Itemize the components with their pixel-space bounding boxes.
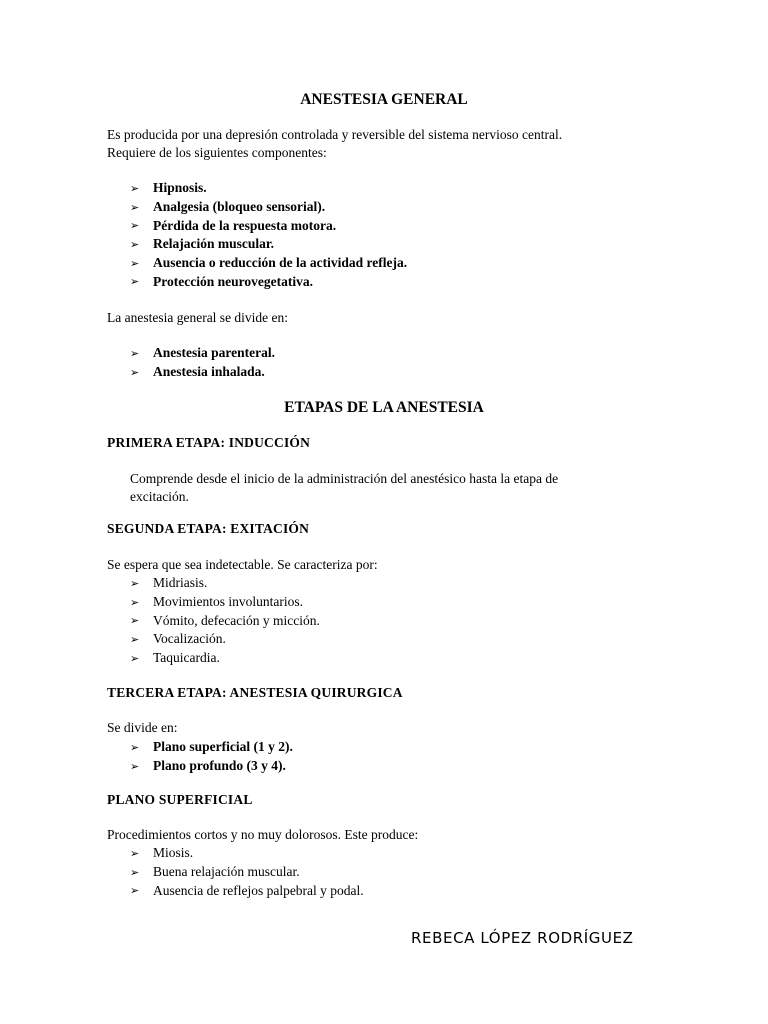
list-item: ➢ Plano profundo (3 y 4). [130,758,286,774]
list-item: ➢ Movimientos involuntarios. [130,594,303,610]
arrowhead-bullet-icon: ➢ [130,275,140,289]
division-intro: La anestesia general se divide en: [107,310,289,325]
author-name: REBECA LÓPEZ RODRÍGUEZ [411,929,634,947]
superficial-list [130,844,364,900]
intro-line-2: Requiere de los siguientes componentes: [107,145,327,160]
arrowhead-bullet-icon: ➢ [130,576,140,590]
stage3-intro: Se divide en: [107,720,178,735]
document-title: ANESTESIA GENERAL [300,91,468,108]
arrowhead-bullet-icon: ➢ [130,346,140,360]
list-item: ➢ Miosis. [130,845,194,861]
arrowhead-bullet-icon: ➢ [130,759,140,773]
arrowhead-bullet-icon: ➢ [130,237,140,251]
list-item: ➢ Vocalización. [130,631,226,647]
list-item: ➢ Ausencia de reflejos palpebral y podal. [130,882,364,898]
stage2-heading: SEGUNDA ETAPA: EXITACIÓN [107,521,310,536]
stage1-heading: PRIMERA ETAPA: INDUCCIÓN [107,435,311,450]
list-item: ➢ Anestesia parenteral. [130,345,275,361]
list-item: ➢ Buena relajación muscular. [130,864,300,880]
arrowhead-bullet-icon: ➢ [130,884,140,898]
stage1-text: Comprende desde el inicio de la administración del anestésico hasta la etapa de excitación. [130,471,559,504]
arrowhead-bullet-icon: ➢ [130,365,140,379]
arrowhead-bullet-icon: ➢ [130,632,140,646]
arrowhead-bullet-icon: ➢ [130,219,140,233]
list-item: ➢ Ausencia o reducción de la actividad refleja. [130,255,408,271]
arrowhead-bullet-icon: ➢ [130,651,140,665]
arrowhead-bullet-icon: ➢ [130,595,140,609]
stage3-list [130,738,293,775]
arrowhead-bullet-icon: ➢ [130,200,140,214]
list-item: ➢ Vómito, defecación y micción. [130,612,320,628]
list-item: ➢ Hipnosis. [130,180,207,196]
arrowhead-bullet-icon: ➢ [130,256,140,270]
arrowhead-bullet-icon: ➢ [130,740,140,754]
divisions-list [130,344,275,381]
intro-paragraph [107,126,647,162]
list-item: ➢ Taquicardia. [130,650,220,666]
superficial-intro: Procedimientos cortos y no muy dolorosos. Este produce: [107,827,419,842]
stage3-heading: TERCERA ETAPA: ANESTESIA QUIRURGICA [107,685,403,700]
list-item: ➢ Protección neurovegetativa. [130,273,313,289]
superficial-heading: PLANO SUPERFICIAL [107,792,253,807]
arrowhead-bullet-icon: ➢ [130,181,140,195]
stages-title: ETAPAS DE LA ANESTESIA [284,399,484,416]
list-item: ➢ Pérdida de la respuesta motora. [130,217,337,233]
intro-line-1: Es producida por una depresión controlada y reversible del sistema nervioso central. [107,127,563,142]
list-item: ➢ Anestesia inhalada. [130,364,265,380]
list-item: ➢ Midriasis. [130,575,208,591]
list-item: ➢ Relajación muscular. [130,236,274,252]
arrowhead-bullet-icon: ➢ [130,614,140,628]
components-list [130,179,407,291]
stage2-list [130,574,320,667]
arrowhead-bullet-icon: ➢ [130,865,140,879]
list-item: ➢ Plano superficial (1 y 2). [130,739,293,755]
stage2-intro: Se espera que sea indetectable. Se caracteriza por: [107,557,378,572]
arrowhead-bullet-icon: ➢ [130,846,140,860]
list-item: ➢ Analgesia (bloqueo sensorial). [130,199,326,215]
